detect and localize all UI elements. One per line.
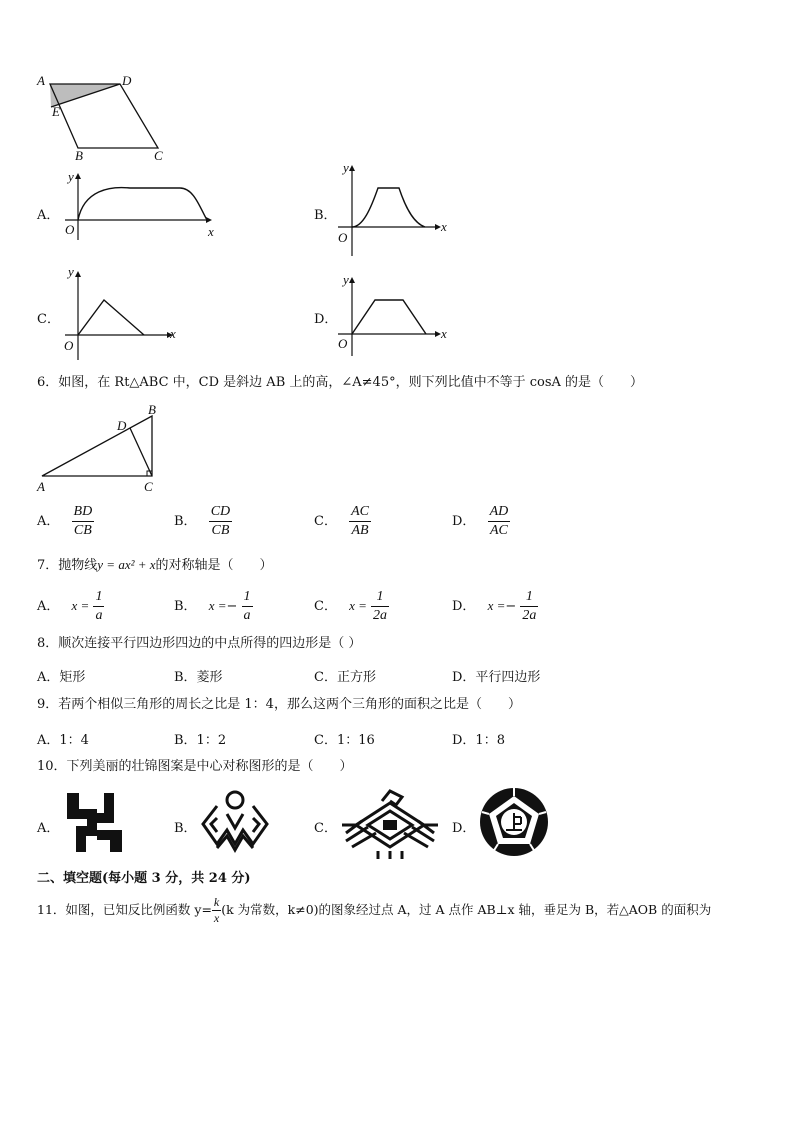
pattern-b-image[interactable] <box>197 788 273 860</box>
svg-text:C: C <box>144 479 153 494</box>
q8-option-a[interactable]: A．矩形 <box>37 670 86 685</box>
q5-graph-d[interactable] <box>333 268 463 358</box>
svg-text:O: O <box>338 230 348 245</box>
q7-option-b[interactable]: B． x =− $\frac{1}{a}$ <box>174 589 251 623</box>
q10-option-b-letter: B． <box>174 821 197 836</box>
q8-question: 8．顺次连接平行四边形四边的中点所得的四边形是（ ） <box>37 636 362 651</box>
svg-text:y: y <box>343 272 349 287</box>
svg-text:O: O <box>64 338 74 353</box>
svg-text:A: A <box>37 479 45 494</box>
label-A: A <box>37 73 45 88</box>
q5-option-d-letter: D． <box>314 312 338 327</box>
q6-option-b[interactable]: B． $\frac{CD}{CB}$ <box>174 504 231 538</box>
q9-option-c[interactable]: C．1：16 <box>314 733 375 748</box>
q10-option-a-letter: A． <box>37 821 60 836</box>
label-B: B <box>75 148 83 163</box>
svg-text:x: x <box>170 326 176 341</box>
q8-option-b[interactable]: B．菱形 <box>174 670 223 685</box>
svg-text:x: x <box>441 219 447 234</box>
q5-option-b-letter: B． <box>314 208 337 223</box>
q7-option-a[interactable]: A． x = $\frac{1}{a}$ <box>37 589 103 623</box>
q8-option-c[interactable]: C．正方形 <box>314 670 376 685</box>
q10-option-d-letter: D． <box>452 821 476 836</box>
q7-question: 7．抛物线y = ax² + x的对称轴是（ ） <box>37 557 273 573</box>
q7-option-c[interactable]: C． x = $\frac{1}{2a}$ <box>314 589 388 623</box>
q5-graph-a[interactable] <box>60 168 250 243</box>
q11-question: 11．如图，已知反比例函数 y= $\frac{k}{x}$ (k 为常数，k≠0)的图象经过点 A，过 A 点作 AB⊥x 轴，垂足为 B，若△AOB 的面积为 <box>37 895 712 925</box>
svg-text:D: D <box>117 418 127 433</box>
label-E: E <box>52 104 60 119</box>
svg-text:B: B <box>148 402 156 417</box>
svg-text:y: y <box>68 169 74 184</box>
q9-option-a[interactable]: A．1：4 <box>37 733 89 748</box>
q10-option-c-letter: C． <box>314 821 337 836</box>
pattern-a-image[interactable] <box>62 790 128 856</box>
svg-text:O: O <box>338 336 348 351</box>
svg-text:O: O <box>65 222 75 237</box>
q5-option-a-letter: A． <box>37 208 60 223</box>
section-title-fill-in: 二、填空题(每小题 3 分，共 24 分) <box>37 871 251 886</box>
svg-text:x: x <box>441 326 447 341</box>
q7-option-d[interactable]: D． x =− $\frac{1}{2a}$ <box>452 589 537 623</box>
q7-formula: y = ax² + x <box>97 557 156 572</box>
q9-question: 9．若两个相似三角形的周长之比是 1：4，那么这两个三角形的面积之比是（ ） <box>37 697 521 712</box>
pattern-d-image[interactable] <box>478 786 550 858</box>
q10-question: 10．下列美丽的壮锦图案是中心对称图形的是（ ） <box>37 759 353 774</box>
q6-option-a[interactable]: A． $\frac{BD}{CB}$ <box>37 504 93 538</box>
right-triangle-figure <box>30 400 165 495</box>
q6-option-c[interactable]: C． $\frac{AC}{AB}$ <box>314 504 369 538</box>
svg-text:x: x <box>208 224 214 239</box>
parallelogram-figure <box>30 70 180 165</box>
q6-question: 6．如图，在 Rt△ABC 中，CD 是斜边 AB 上的高，∠A≠45°，则下列比值中不等于 cosA 的是（ ） <box>37 375 644 390</box>
svg-text:y: y <box>68 264 74 279</box>
q6-option-d[interactable]: D． $\frac{AD}{AC}$ <box>452 504 509 538</box>
svg-text:y: y <box>343 160 349 175</box>
q5-graph-b[interactable] <box>333 158 463 258</box>
q8-option-d[interactable]: D．平行四边形 <box>452 670 541 685</box>
label-D: D <box>122 73 132 88</box>
pattern-c-image[interactable] <box>338 785 442 861</box>
q5-graph-c[interactable] <box>60 262 190 362</box>
q9-option-b[interactable]: B．1：2 <box>174 733 227 748</box>
q5-option-c-letter: C． <box>37 312 60 327</box>
q9-option-d[interactable]: D．1：8 <box>452 733 505 748</box>
label-C: C <box>154 148 163 163</box>
